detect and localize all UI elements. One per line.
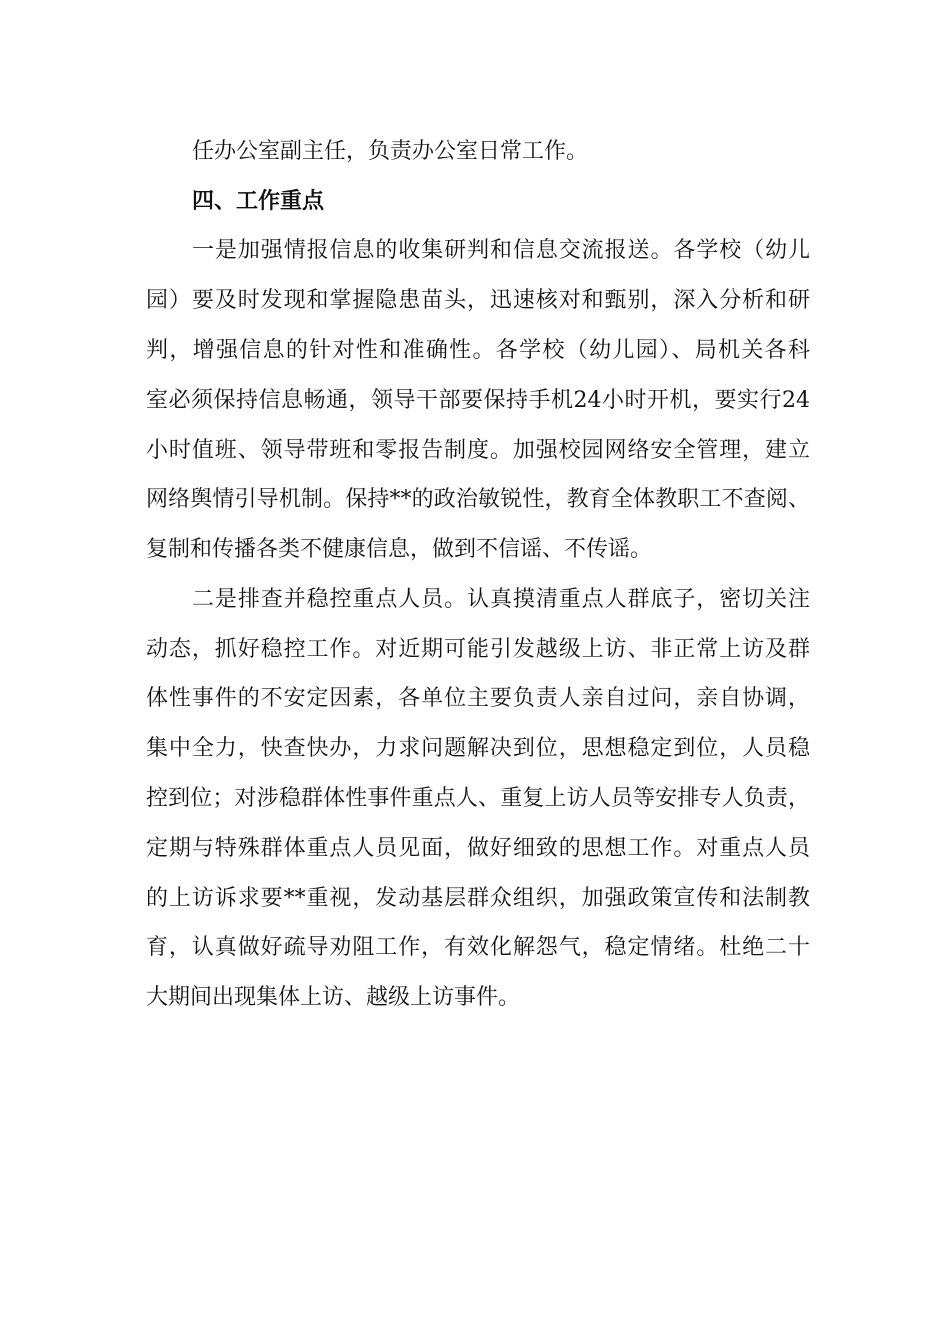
line-text: 控到位；对涉稳群体性事件重点人、重复上访人员等安排专人负责， [146,786,810,811]
line-text: 网络舆情引导机制。保持**的政治敏锐性，教育全体教职工不查阅、 [146,487,810,512]
paragraph-line [0,231,950,271]
line-text: 一是加强情报信息的收集研判和信息交流报送。各学校（幼儿 [192,238,810,263]
paragraph-line [0,879,950,919]
paragraph-line [0,829,950,869]
line-text: 集中全力，快查快办，力求问题解决到位，思想稳定到位，人员稳 [146,736,810,761]
line-text: 体性事件的不安定因素，各单位主要负责人亲自过问，亲自协调， [146,686,810,711]
line-text: 动态，抓好稳控工作。对近期可能引发越级上访、非正常上访及群 [146,637,810,662]
paragraph-line [0,679,950,719]
line-text: 大期间出现集体上访、越级上访事件。 [146,985,521,1010]
heading-text: 四、工作重点 [192,189,325,214]
paragraph-line [0,928,950,968]
paragraph-line [0,530,950,570]
line-text: 小时值班、领导带班和零报告制度。加强校园网络安全管理，建立 [146,438,810,463]
paragraph-line [0,978,950,1018]
paragraph-line [0,431,950,471]
line-text: 任办公室副主任，负责办公室日常工作。 [192,139,589,164]
line-text: 育，认真做好疏导劝阻工作，有效化解怨气，稳定情绪。杜绝二十 [146,935,810,960]
line-text: 二是排查并稳控重点人员。认真摸清重点人群底子，密切关注 [192,587,810,612]
paragraph-line [0,729,950,769]
line-text: 复制和传播各类不健康信息，做到不信谣、不传谣。 [146,537,653,562]
paragraph-line [0,281,950,321]
paragraph-line [0,331,950,371]
line-text: 的上访诉求要**重视，发动基层群众组织，加强政策宣传和法制教 [146,886,810,911]
line-text: 室必须保持信息畅通，领导干部要保持手机24小时开机，要实行24 [146,388,810,413]
paragraph-line [0,779,950,819]
paragraph-line [0,381,950,421]
line-text: 园）要及时发现和掌握隐患苗头，迅速核对和甄别，深入分析和研 [146,288,810,313]
line-text: 定期与特殊群体重点人员见面，做好细致的思想工作。对重点人员 [146,836,810,861]
paragraph-line [0,480,950,520]
section-heading [0,182,950,222]
paragraph-line [0,630,950,670]
paragraph-line [0,132,950,172]
line-text: 判，增强信息的针对性和准确性。各学校（幼儿园）、局机关各科 [146,338,810,363]
paragraph-line [0,580,950,620]
